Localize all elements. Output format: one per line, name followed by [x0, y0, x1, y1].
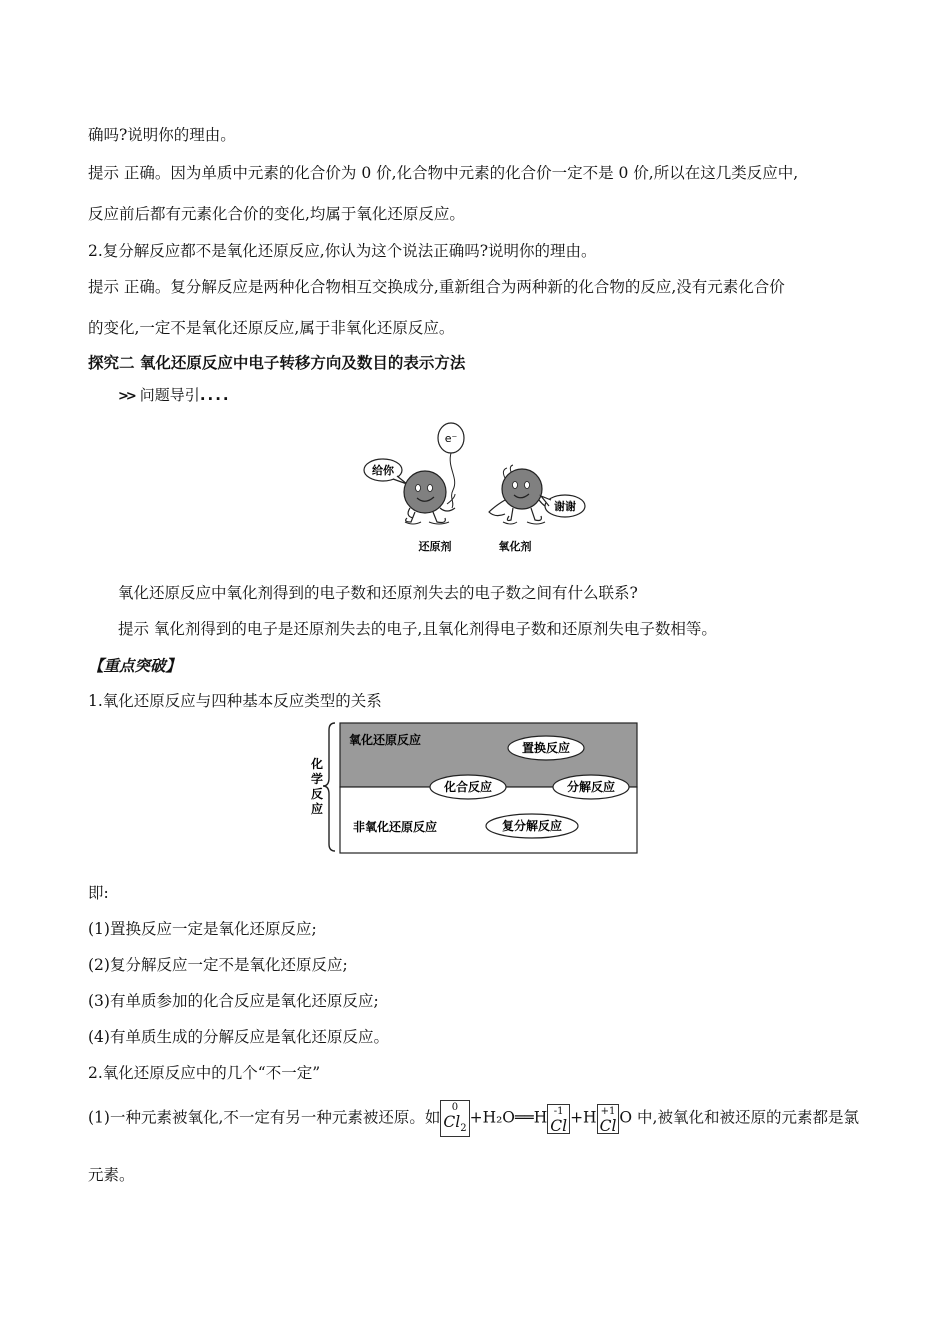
combination-label: 化合反应	[443, 780, 493, 794]
reducer-character	[404, 471, 446, 513]
subscript-2: 2	[460, 1123, 467, 1135]
point-2: (2)复分解反应一定不是氧化还原反应;	[88, 956, 348, 974]
side-label-3: 反	[310, 787, 324, 801]
cl-symbol: Cl	[599, 1116, 617, 1135]
section-heading: 探究二 氧化还原反应中电子转移方向及数目的表示方法	[88, 354, 466, 372]
ox-state-0: 0	[451, 1102, 459, 1113]
replacement-label: 置换反应	[521, 741, 571, 755]
hint-text: 提示 正确。因为单质中元素的化合价为 0 价,化合物中元素的化合价一定不是 0 价,所以在这几类反应中,	[88, 164, 799, 182]
cl-plus-box	[597, 1104, 620, 1134]
side-label-1: 化	[310, 757, 324, 771]
key-points-heading: 【重点突破】	[88, 657, 182, 675]
bubble-right-text: 谢谢	[554, 500, 576, 513]
equation-tail: O 中,被氧化和被还原的元素都是氯	[619, 1108, 859, 1127]
ox-state-minus1: -1	[553, 1105, 564, 1117]
electron-transfer-cartoon	[355, 418, 595, 558]
question-2: 2.复分解反应都不是氧化还原反应,你认为这个说法正确吗?说明你的理由。	[88, 242, 597, 260]
dots-icon: ....	[199, 386, 231, 404]
text-line: 确吗?说明你的理由。	[88, 126, 236, 144]
label-reducer: 还原剂	[418, 540, 452, 553]
equals-sign: ══	[515, 1108, 534, 1127]
non-redox-region-label: 非氧化还原反应	[353, 820, 438, 834]
point-1: (1)置换反应一定是氧化还原反应;	[88, 920, 317, 938]
hint-text: 提示 氧化剂得到的电子是还原剂失去的电子,且氧化剂得电子数和还原剂失电子数相等。	[118, 620, 717, 638]
key-point-2: 2.氧化还原反应中的几个“不一定”	[88, 1064, 321, 1082]
text-ji: 即:	[88, 884, 109, 902]
water-term: +H₂O	[469, 1108, 516, 1127]
h-term: H	[533, 1108, 548, 1127]
guide-label	[118, 384, 231, 405]
bubble-left-text: 给你	[372, 464, 394, 477]
text-line: 反应前后都有元素化合价的变化,均属于氧化还原反应。	[88, 205, 465, 223]
guide-text: 问题导引	[139, 386, 200, 404]
text-line: 的变化,一定不是氧化还原反应,属于非氧化还原反应。	[88, 319, 455, 337]
cl-symbol: Cl	[550, 1116, 568, 1135]
decomposition-label: 分解反应	[566, 780, 616, 794]
cl-symbol: Cl	[443, 1113, 461, 1131]
double-chevron-icon: >>	[118, 389, 134, 404]
side-label-4: 应	[310, 802, 324, 816]
key-point-1: 1.氧化还原反应与四种基本反应类型的关系	[88, 692, 382, 710]
point-3: (3)有单质参加的化合反应是氧化还原反应;	[88, 992, 379, 1010]
h-term-2: +H	[570, 1108, 597, 1127]
text-line: 元素。	[88, 1166, 135, 1184]
question-text: 氧化还原反应中氧化剂得到的电子数和还原剂失去的电子数之间有什么联系?	[118, 584, 638, 602]
side-label-2: 学	[310, 772, 324, 786]
cl-minus-box	[547, 1104, 570, 1134]
cl2-box	[440, 1100, 469, 1137]
point-4: (4)有单质生成的分解反应是氧化还原反应。	[88, 1028, 389, 1046]
balloon-label: e⁻	[444, 432, 458, 445]
oxidizer-character	[502, 469, 542, 509]
hint-text: 提示 正确。复分解反应是两种化合物相互交换成分,重新组合为两种新的化合物的反应,没有元素化合价	[88, 278, 785, 296]
brace	[323, 723, 335, 851]
reaction-classification-diagram	[305, 720, 645, 858]
equation-intro: (1)一种元素被氧化,不一定有另一种元素被还原。如	[88, 1108, 441, 1127]
double-decomposition-label: 复分解反应	[501, 819, 563, 833]
example-equation-line	[88, 1100, 859, 1137]
ox-state-plus1: +1	[600, 1105, 616, 1117]
redox-region-label: 氧化还原反应	[349, 733, 422, 747]
label-oxidizer: 氧化剂	[498, 540, 532, 553]
